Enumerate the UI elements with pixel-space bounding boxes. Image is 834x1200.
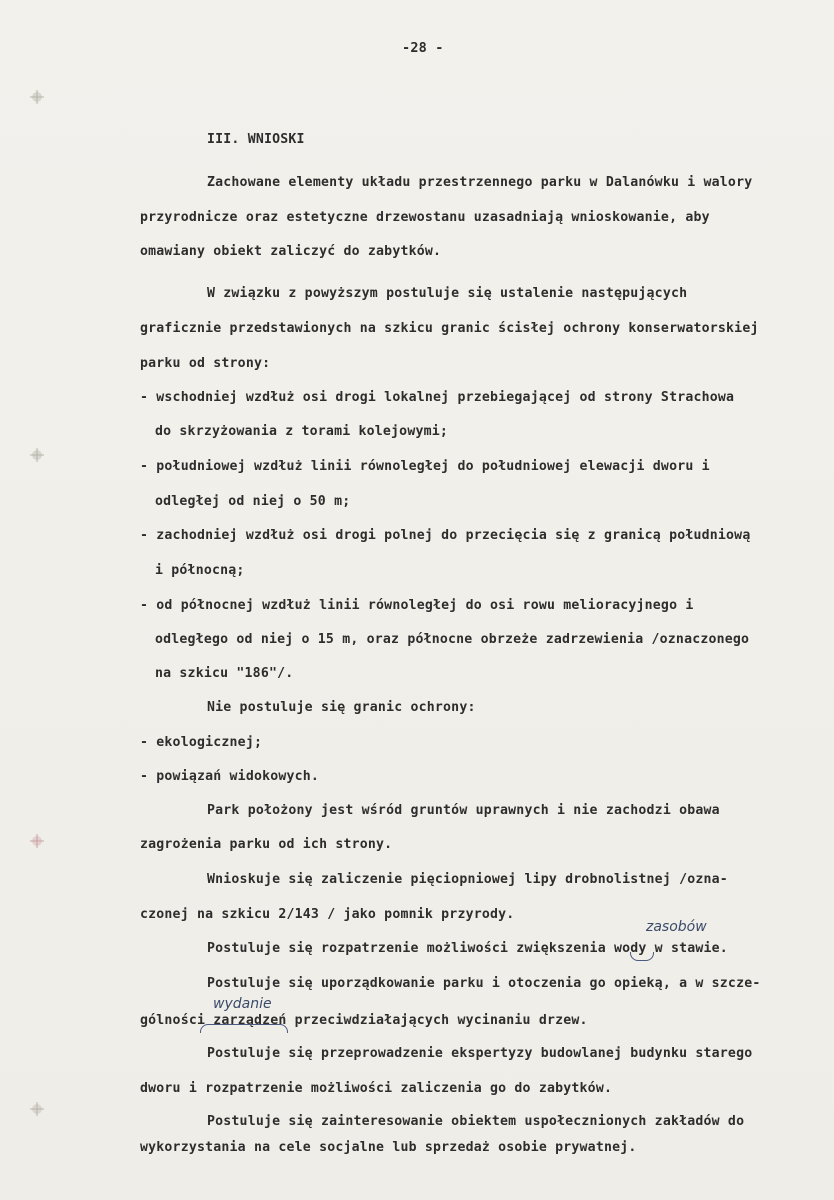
- text-line: gólności zarządzeń przeciwdziałających wycinaniu drzew.: [140, 1013, 588, 1028]
- page-number: -28 -: [402, 40, 444, 56]
- text-line: zagrożenia parku od ich strony.: [140, 837, 393, 852]
- punch-hole-icon: [28, 1100, 46, 1118]
- list-item-continuation: odległej od niej o 50 m;: [155, 494, 351, 509]
- text-line: Zachowane elementy układu przestrzennego parku w Dalanówku i walory: [207, 175, 753, 190]
- text-line: przyrodnicze oraz estetyczne drzewostanu uzasadniają wnioskowanie, aby: [140, 210, 710, 225]
- handwritten-insertion: wydanie: [213, 996, 272, 1012]
- text-line: W związku z powyższym postuluje się ustalenie następujących: [207, 286, 688, 301]
- text-line: omawiany obiekt zaliczyć do zabytków.: [140, 244, 442, 259]
- text-line: Park położony jest wśród gruntów uprawnych i nie zachodzi obawa: [207, 803, 720, 818]
- list-item: - od północnej wzdłuż linii równoległej do osi rowu melioracyjnego i: [140, 598, 694, 613]
- text-line: Postuluje się przeprowadzenie ekspertyzy budowlanej budynku starego: [207, 1046, 753, 1061]
- list-item: - wschodniej wzdłuż osi drogi lokalnej przebiegającej od strony Strachowa: [140, 390, 735, 405]
- text-line: Postuluje się zainteresowanie obiektem uspołecznionych zakładów do: [207, 1114, 745, 1129]
- list-item-continuation: do skrzyżowania z torami kolejowymi;: [155, 424, 449, 439]
- list-item-continuation: na szkicu "186"/.: [155, 666, 294, 681]
- text-line: Postuluje się uporządkowanie parku i otoczenia go opieką, a w szcze-: [207, 976, 761, 991]
- insertion-caret: [630, 952, 654, 961]
- list-item-continuation: odległego od niej o 15 m, oraz północne obrzeże zadrzewienia /oznaczonego: [155, 632, 750, 647]
- text-line: Wnioskuje się zaliczenie pięciopniowej lipy drobnolistnej /ozna-: [207, 872, 728, 887]
- list-item: - zachodniej wzdłuż osi drogi polnej do przecięcia się z granicą południową: [140, 528, 751, 543]
- insertion-caret: [200, 1024, 288, 1033]
- section-heading: III. WNIOSKI: [207, 132, 305, 147]
- punch-hole-icon: [28, 832, 46, 850]
- text-line: graficznie przedstawionych na szkicu granic ścisłej ochrony konserwatorskiej: [140, 321, 759, 336]
- text-line: dworu i rozpatrzenie możliwości zaliczenia go do zabytków.: [140, 1081, 613, 1096]
- text-line: Postuluje się rozpatrzenie możliwości zwiększenia wody w stawie.: [207, 941, 728, 956]
- punch-hole-icon: [28, 446, 46, 464]
- text-line: czonej na szkicu 2/143 / jako pomnik przyrody.: [140, 907, 515, 922]
- list-item: - ekologicznej;: [140, 735, 263, 750]
- list-item: - południowej wzdłuż linii równoległej do południowej elewacji dworu i: [140, 459, 710, 474]
- punch-hole-icon: [28, 88, 46, 106]
- handwritten-insertion: zasobów: [646, 919, 707, 935]
- text-line: wykorzystania na cele socjalne lub sprzedaż osobie prywatnej.: [140, 1140, 637, 1155]
- list-item-continuation: i północną;: [155, 563, 245, 578]
- list-item: - powiązań widokowych.: [140, 769, 320, 784]
- text-line: Nie postuluje się granic ochrony:: [207, 700, 476, 715]
- text-line: parku od strony:: [140, 356, 271, 371]
